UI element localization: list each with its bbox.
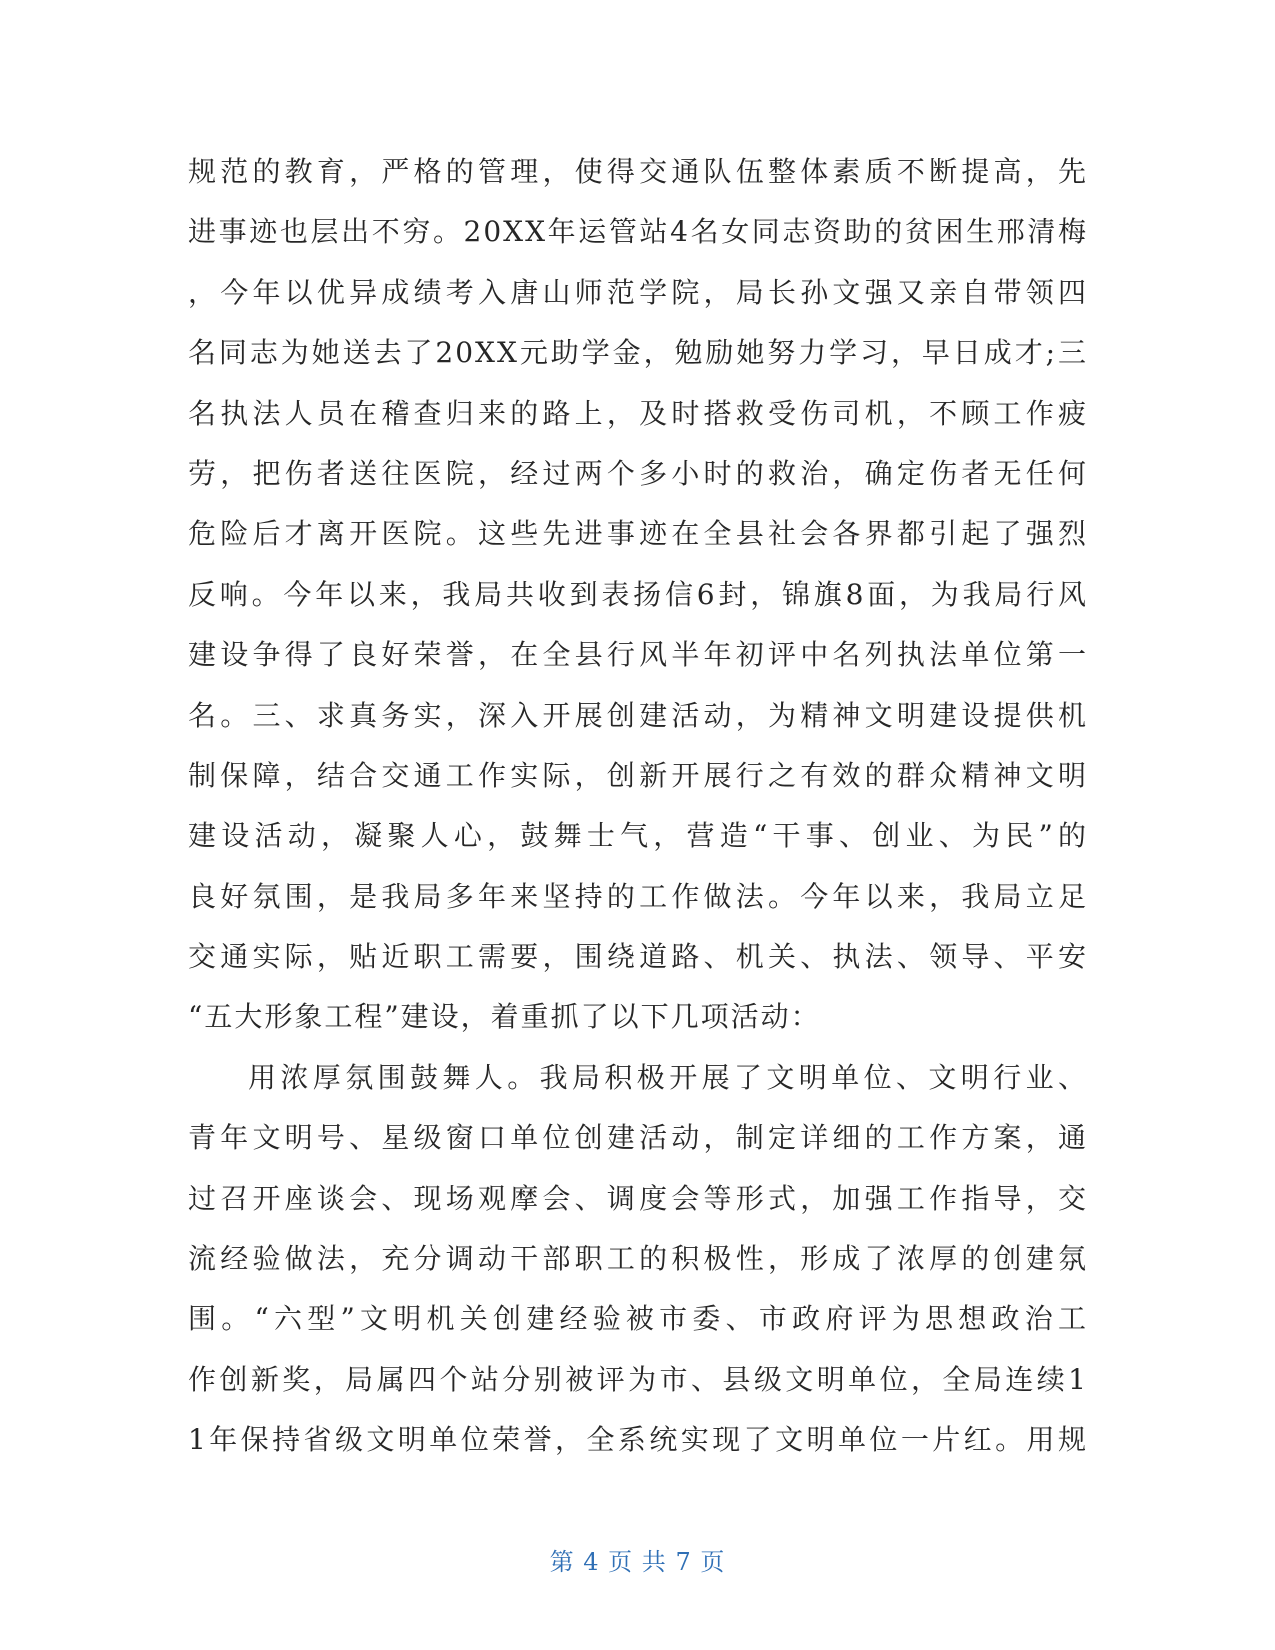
page-number-footer: 第 4 页 共 7 页 [549, 1548, 726, 1576]
text-line: 名同志为她送去了20XX元助学金，勉励她努力学习，早日成才;三 [188, 336, 1088, 370]
text-line: 青年文明号、星级窗口单位创建活动，制定详细的工作方案，通 [188, 1121, 1088, 1155]
text-line: 制保障，结合交通工作实际，创新开展行之有效的群众精神文明 [188, 758, 1088, 792]
text-line: 作创新奖，局属四个站分别被评为市、县级文明单位，全局连续1 [188, 1362, 1088, 1396]
text-line: 规范的教育，严格的管理，使得交通队伍整体素质不断提高，先 [188, 155, 1088, 188]
text-line: 1年保持省级文明单位荣誉，全系统实现了文明单位一片红。用规 [188, 1423, 1088, 1457]
text-line: 过召开座谈会、现场观摩会、调度会等形式，加强工作指导，交 [188, 1181, 1088, 1215]
text-line: 名执法人员在稽查归来的路上，及时搭救受伤司机，不顾工作疲 [188, 396, 1088, 430]
text-line: 建设活动，凝聚人心，鼓舞士气，营造“干事、创业、为民”的 [188, 819, 1088, 853]
text-line: 劳，把伤者送往医院，经过两个多小时的救治，确定伤者无任何 [188, 456, 1088, 490]
text-line: 围。“六型”文明机关创建经验被市委、市政府评为思想政治工 [188, 1302, 1088, 1336]
body-text [188, 142, 1088, 1471]
text-line: 危险后才离开医院。这些先进事迹在全县社会各界都引起了强烈 [188, 517, 1088, 551]
text-line: 流经验做法，充分调动干部职工的积极性，形成了浓厚的创建氛 [188, 1242, 1088, 1276]
text-line: 建设争得了良好荣誉，在全县行风半年初评中名列执法单位第一 [188, 638, 1088, 672]
text-line: 交通实际，贴近职工需要，围绕道路、机关、执法、领导、平安 [188, 940, 1088, 974]
text-line-paragraph-end: “五大形象工程”建设，着重抓了以下几项活动： [188, 1000, 821, 1034]
text-line: 进事迹也层出不穷。20XX年运管站4名女同志资助的贫困生邢清梅 [188, 215, 1088, 249]
text-line: 反响。今年以来，我局共收到表扬信6封，锦旗8面，为我局行风 [188, 577, 1088, 611]
text-line: 名。三、求真务实，深入开展创建活动，为精神文明建设提供机 [188, 698, 1088, 732]
text-line: ，今年以优异成绩考入唐山师范学院，局长孙文强又亲自带领四 [188, 275, 1088, 309]
text-line: 良好氛围，是我局多年来坚持的工作做法。今年以来，我局立足 [188, 879, 1088, 913]
text-line-paragraph-start: 用浓厚氛围鼓舞人。我局积极开展了文明单位、文明行业、 [248, 1060, 1088, 1094]
